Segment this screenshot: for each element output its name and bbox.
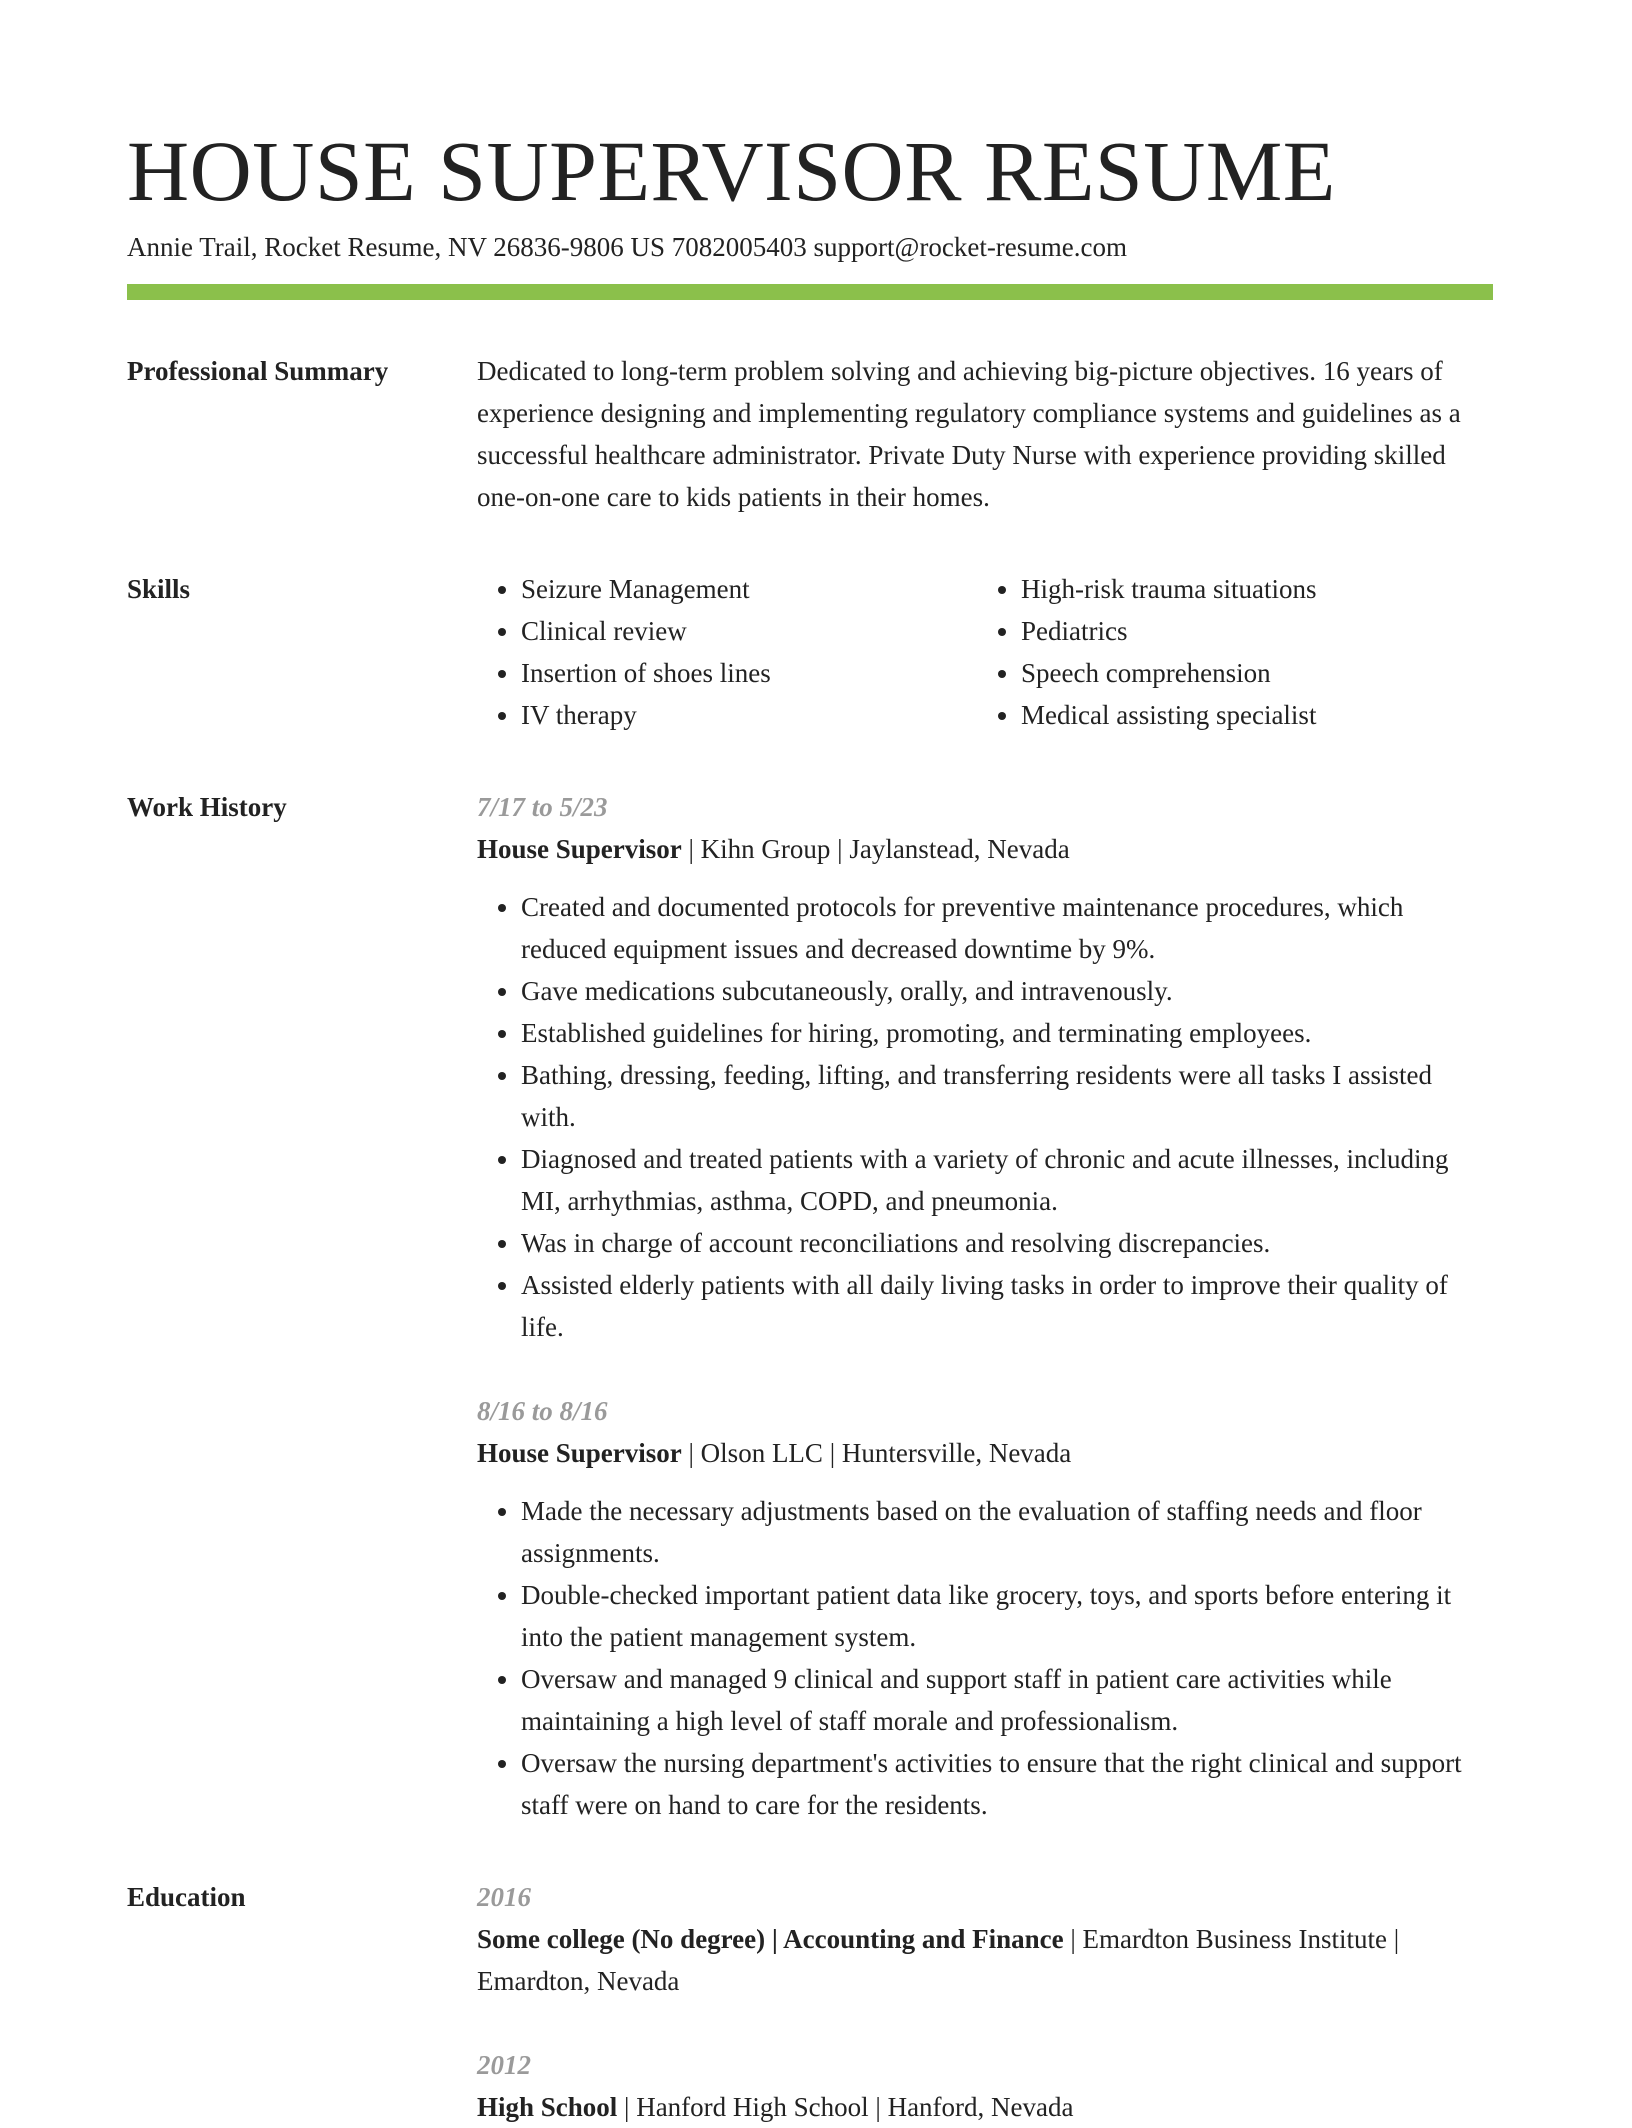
job-bullets [477, 886, 1493, 1348]
job-entry [477, 1390, 1493, 1826]
education-date: 2012 [477, 2050, 531, 2080]
skill-item: • Pediatrics [1021, 610, 1477, 652]
skill-item: • IV therapy [521, 694, 977, 736]
summary-section [127, 350, 1493, 518]
job-role-line [477, 828, 1493, 870]
skills-section [127, 568, 1493, 736]
skills-column-1 [477, 568, 977, 736]
education-line [477, 1918, 1493, 2002]
education-title: High School [477, 2092, 618, 2122]
job-bullet: • Made the necessary adjustments based on the evaluation of staffing needs and floor assignments. [521, 1490, 1493, 1574]
job-date: 8/16 to 8/16 [477, 1396, 608, 1426]
job-date: 7/17 to 5/23 [477, 792, 608, 822]
job-bullet: • Assisted elderly patients with all daily living tasks in order to improve their quality of life. [521, 1264, 1493, 1348]
job-bullet: • Diagnosed and treated patients with a variety of chronic and acute illnesses, including MI, arrhythmias, asthma, COPD, and pneumonia. [521, 1138, 1493, 1222]
skills-label: Skills [127, 574, 191, 604]
job-bullet: • Oversaw the nursing department's activities to ensure that the right clinical and support staff were on hand to care for the residents. [521, 1742, 1493, 1826]
work-history-section [127, 786, 1493, 1826]
skill-item: • Speech comprehension [1021, 652, 1477, 694]
education-list [477, 1876, 1493, 2128]
job-entry [477, 786, 1493, 1348]
job-details: | Olson LLC | Huntersville, Nevada [681, 1438, 1072, 1468]
resume-page [127, 124, 1493, 2128]
job-bullet: • Gave medications subcutaneously, orally, and intravenously. [521, 970, 1493, 1012]
job-bullet: • Created and documented protocols for preventive maintenance procedures, which reduced equipment issues and decreased downtime by 9%. [521, 886, 1493, 970]
education-details: | Emardton Business Institute | Emardton, Nevada [477, 1924, 1400, 1996]
job-details: | Kihn Group | Jaylanstead, Nevada [681, 834, 1070, 864]
summary-label: Professional Summary [127, 356, 389, 386]
job-title: House Supervisor [477, 834, 682, 864]
skill-item: • Seizure Management [521, 568, 977, 610]
skill-item: • Medical assisting specialist [1021, 694, 1477, 736]
job-bullet: • Oversaw and managed 9 clinical and support staff in patient care activities while maintaining a high level of staff morale and professionalism. [521, 1658, 1493, 1742]
job-bullets [477, 1490, 1493, 1826]
education-date: 2016 [477, 1882, 531, 1912]
education-section [127, 1876, 1493, 2128]
job-bullet: • Bathing, dressing, feeding, lifting, and transferring residents were all tasks I assisted with. [521, 1054, 1493, 1138]
skills-column-2 [977, 568, 1477, 736]
skill-item: • Clinical review [521, 610, 977, 652]
education-title: Some college (No degree) | Accounting and Finance [477, 1924, 1064, 1954]
job-role-line [477, 1432, 1493, 1474]
job-bullet: • Double-checked important patient data like grocery, toys, and sports before entering it into the patient management system. [521, 1574, 1493, 1658]
skill-item: • Insertion of shoes lines [521, 652, 977, 694]
work-history-list [477, 786, 1493, 1826]
resume-title: HOUSE SUPERVISOR RESUME [127, 123, 1336, 219]
skills-list [477, 568, 1493, 736]
header-divider [127, 284, 1493, 300]
job-bullet: • Established guidelines for hiring, promoting, and terminating employees. [521, 1012, 1493, 1054]
work-history-label: Work History [127, 792, 287, 822]
job-bullet: • Was in charge of account reconciliations and resolving discrepancies. [521, 1222, 1493, 1264]
job-title: House Supervisor [477, 1438, 682, 1468]
education-label: Education [127, 1882, 246, 1912]
summary-text: Dedicated to long-term problem solving and achieving big-picture objectives. 16 years of experience designing and implementing regulatory compliance systems and guidelines as a successful healthcare administrator. Private Duty Nurse with experience providing skilled one-on-one care to kids patients in their homes. [477, 356, 1461, 512]
education-line [477, 2086, 1493, 2128]
contact-line: Annie Trail, Rocket Resume, NV 26836-9806 US 7082005403 support@rocket-resume.com [127, 232, 1128, 262]
education-details: | Hanford High School | Hanford, Nevada [617, 2092, 1074, 2122]
skill-item: • High-risk trauma situations [1021, 568, 1477, 610]
education-entry [477, 2044, 1493, 2128]
education-entry [477, 1876, 1493, 2002]
